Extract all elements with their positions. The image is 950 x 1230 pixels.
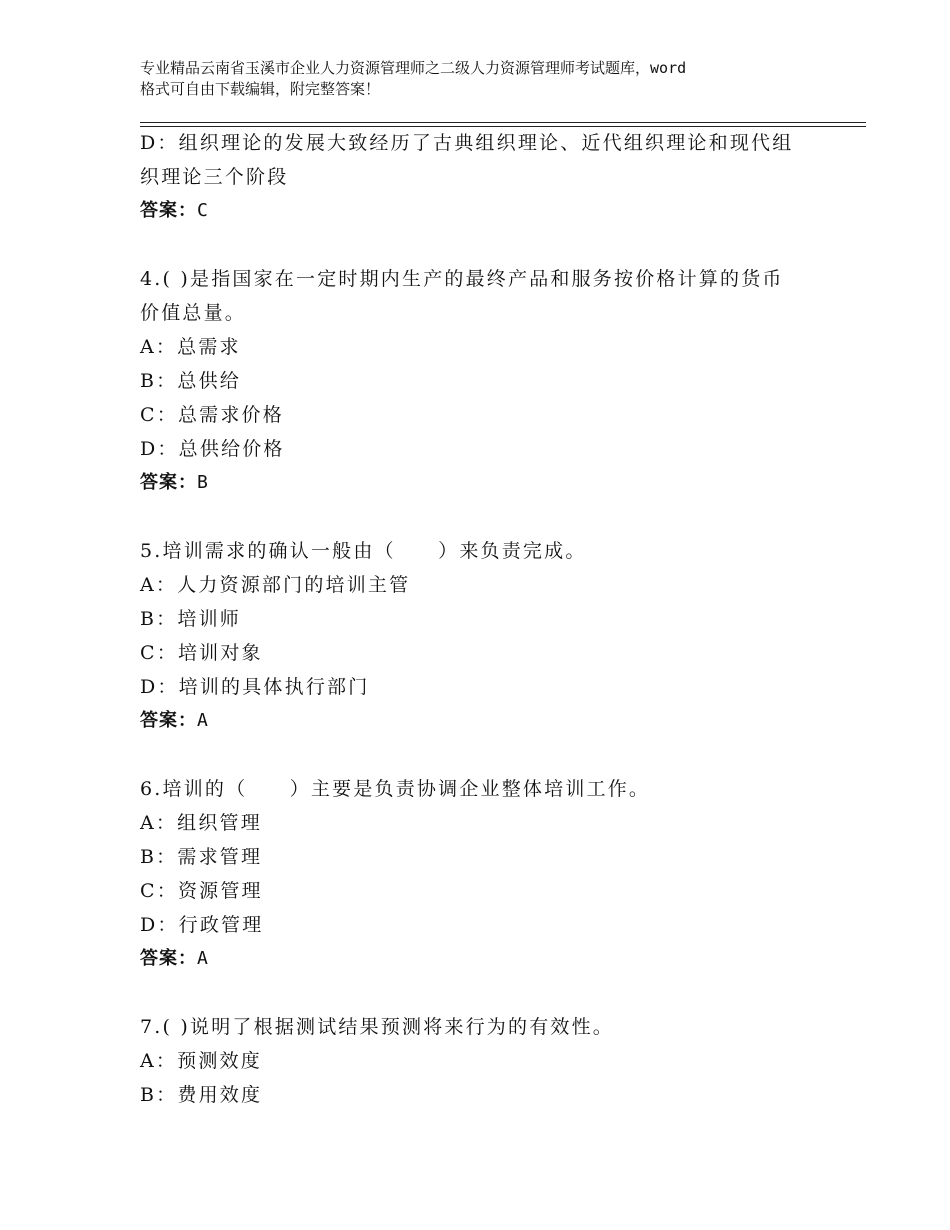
answer-label: 答案： bbox=[140, 472, 197, 493]
header-line-1: 专业精品云南省玉溪市企业人力资源管理师之二级人力资源管理师考试题库，word bbox=[140, 59, 687, 77]
option-c: C：总需求价格 bbox=[140, 404, 284, 426]
spacer bbox=[140, 976, 820, 1010]
answer-line bbox=[140, 942, 820, 976]
header-line-2: 格式可自由下载编辑，附完整答案！ bbox=[140, 80, 381, 98]
answer-label: 答案： bbox=[140, 710, 197, 731]
option-b: B：费用效度 bbox=[140, 1084, 263, 1106]
spacer bbox=[140, 500, 820, 534]
option-d-line-2: 织理论三个阶段 bbox=[140, 166, 289, 188]
option-b: B：需求管理 bbox=[140, 846, 263, 868]
answer-line bbox=[140, 194, 820, 228]
spacer bbox=[140, 738, 820, 772]
header-rule-top bbox=[140, 122, 866, 123]
option-c: C：培训对象 bbox=[140, 642, 263, 664]
question-6 bbox=[140, 772, 820, 976]
answer-line bbox=[140, 704, 820, 738]
answer-label: 答案： bbox=[140, 200, 197, 221]
option-b: B：培训师 bbox=[140, 608, 241, 630]
option-d: D：行政管理 bbox=[140, 914, 264, 936]
question-3-continuation bbox=[140, 126, 820, 228]
option-b: B：总供给 bbox=[140, 370, 241, 392]
question-stem-line-1: 5.培训需求的确认一般由（ ）来负责完成。 bbox=[140, 540, 587, 562]
answer-line bbox=[140, 466, 820, 500]
question-stem-line-1: 6.培训的（ ）主要是负责协调企业整体培训工作。 bbox=[140, 778, 651, 800]
question-stem-line-1: 4.( )是指国家在一定时期内生产的最终产品和服务按价格计算的货币 bbox=[140, 268, 784, 290]
document-body bbox=[140, 126, 820, 1112]
question-stem-line-1: 7.( )说明了根据测试结果预测将来行为的有效性。 bbox=[140, 1016, 614, 1038]
question-7 bbox=[140, 1010, 820, 1112]
document-header bbox=[140, 58, 840, 100]
answer-label: 答案： bbox=[140, 948, 197, 969]
question-4 bbox=[140, 262, 820, 500]
option-d: D：总供给价格 bbox=[140, 438, 285, 460]
question-5 bbox=[140, 534, 820, 738]
answer-value: B bbox=[197, 472, 209, 493]
option-a: A：总需求 bbox=[140, 336, 241, 358]
answer-value: A bbox=[197, 948, 209, 969]
option-a: A：人力资源部门的培训主管 bbox=[140, 574, 411, 596]
answer-value: A bbox=[197, 710, 209, 731]
answer-value: C bbox=[197, 200, 209, 221]
spacer bbox=[140, 228, 820, 262]
question-stem-line-2: 价值总量。 bbox=[140, 302, 247, 324]
option-a: A：预测效度 bbox=[140, 1050, 262, 1072]
option-a: A：组织管理 bbox=[140, 812, 262, 834]
option-c: C：资源管理 bbox=[140, 880, 263, 902]
option-d-line-1: D：组织理论的发展大致经历了古典组织理论、近代组织理论和现代组 bbox=[140, 132, 794, 154]
option-d: D：培训的具体执行部门 bbox=[140, 676, 370, 698]
